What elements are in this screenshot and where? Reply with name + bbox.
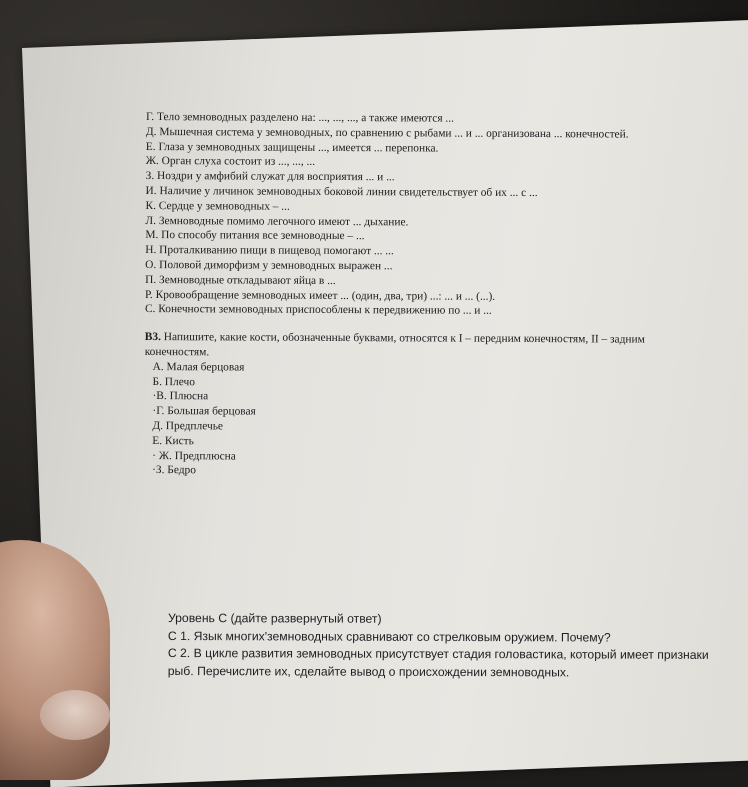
b3-label: В3. [144, 331, 161, 344]
worksheet-content [144, 110, 736, 481]
question-o: О. Половой диморфизм у земноводных выражен ... [145, 258, 393, 273]
question-i: И. Наличие у личинок земноводных боковой линии свидетельствует об их ... с ... [145, 184, 538, 200]
thumbnail-nail [40, 690, 110, 740]
question-l: Л. Земноводные помимо легочного имеют ... дыхание. [145, 214, 409, 228]
level-c-title: Уровень С (дайте развернутый ответ) [167, 611, 382, 626]
question-c1: С 1. Язык многих'земноводных сравнивают со стрелковым оружием. Почему? [167, 628, 611, 645]
bone-item: А. Малая берцовая [152, 360, 245, 374]
question-d: Д. Мышечная система у земноводных, по сравнению с рыбами ... и ... организована ... конечностей. [145, 125, 629, 141]
bone-item: · Ж. Предплюсна [152, 449, 236, 463]
bone-item: Д. Предплечье [152, 419, 224, 433]
b3-text: Напишите, какие кости, обозначенные буквами, относятся к I – передним конечностям, II – задним конечностям. [144, 331, 645, 359]
question-k: К. Сердце у земноводных – ... [145, 199, 290, 213]
b3-task [145, 330, 705, 363]
bone-item: Б. Плечо [152, 375, 195, 388]
bone-list [152, 360, 735, 481]
bone-item: ·З. Бедро [152, 464, 196, 477]
question-p: П. Земноводные откладывают яйца в ... [145, 273, 336, 287]
level-c-section [168, 610, 738, 682]
question-z: З. Ноздри у амфибий служат для восприятия ... и ... [145, 170, 395, 184]
question-g: Г. Тело земноводных разделено на: ..., ..., ..., а также имеются ... [145, 110, 455, 125]
bone-item: ·Г. Большая берцовая [152, 405, 256, 418]
bone-item: Е. Кисть [152, 434, 194, 447]
question-r: Р. Кровообращение земноводных имеет ... (один, два, три) ...: ... и ... (...). [145, 288, 496, 303]
question-c2-line2: рыб. Перечислите их, сделайте вывод о происхождении земноводных. [167, 663, 570, 679]
question-m: М. По способу питания все земноводные – ... [145, 229, 365, 243]
question-c2-line1: С 2. В цикле развития земноводных присутствует стадия головастика, который имеет признаки [167, 645, 709, 662]
question-s: С. Конечности земноводных приспособлены к передвижению по ... и ... [144, 303, 492, 318]
question-e: Е. Глаза у земноводных защищены ..., имеется ... перепонка. [145, 140, 439, 155]
question-zh: Ж. Орган слуха состоит из ..., ..., ... [145, 155, 316, 169]
bone-item: ·В. Плюсна [152, 390, 209, 403]
question-n: Н. Проталкиванию пищи в пищевод помогают ... ... [145, 244, 394, 258]
